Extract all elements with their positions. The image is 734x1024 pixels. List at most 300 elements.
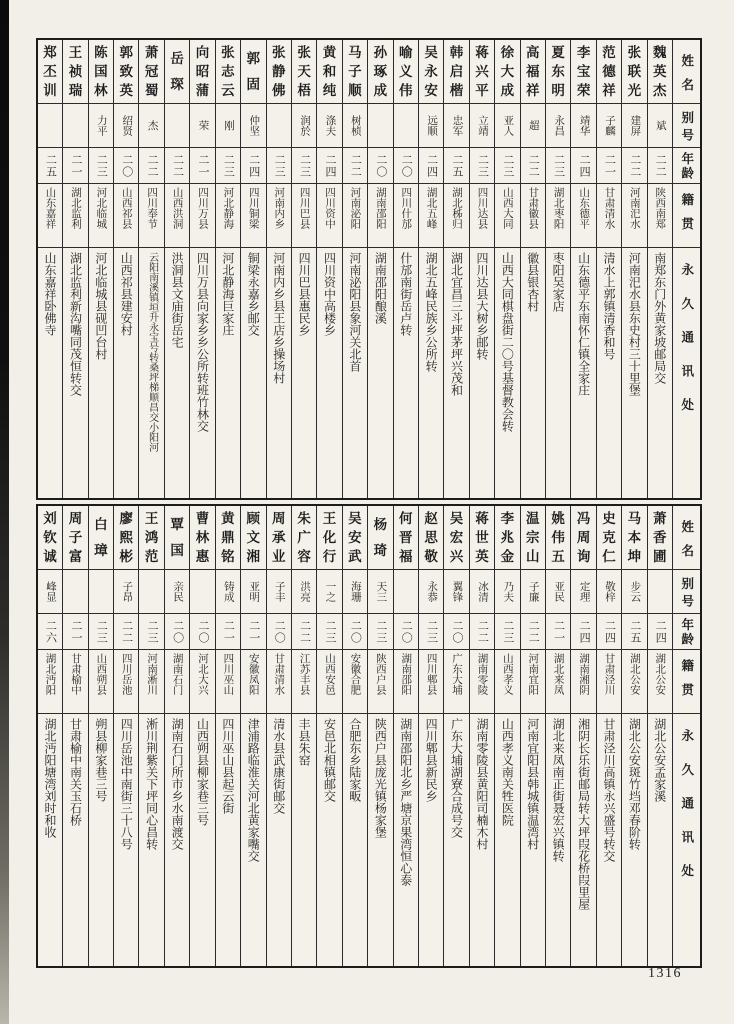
alias-cell: [343, 104, 367, 148]
person-native: 甘肃泾川: [603, 653, 615, 695]
person-name-char: 业: [271, 548, 286, 564]
person-address: 河南泌阳县象河关北首: [347, 252, 362, 372]
person-column: [494, 506, 519, 966]
person-address: 津浦路临淮关河北黄家嘴交: [246, 718, 261, 862]
person-address: 湖北公安斑竹垱邓春阶转: [627, 718, 642, 850]
address-cell: [139, 714, 163, 966]
alias-cell: [114, 570, 138, 614]
person-name: [622, 506, 646, 569]
alias-cell: [38, 104, 62, 148]
person-name-char: 熙: [119, 529, 134, 545]
person-age: 二三: [146, 619, 159, 644]
person-name-char: 惠: [195, 548, 210, 564]
person-name: [444, 40, 468, 103]
person-address: 铜梁永嘉乡邮交: [246, 252, 261, 336]
name-cell: [216, 506, 240, 570]
person-name-char: 伟: [398, 82, 413, 98]
person-address: 南郑东门外黄家坡邮局交: [652, 252, 667, 384]
alias-cell: [622, 570, 646, 614]
person-alias: 亚人: [502, 115, 514, 136]
age-cell: [165, 614, 189, 650]
name-cell: [571, 40, 595, 104]
alias-cell: [444, 104, 468, 148]
native-place-cell: [165, 650, 189, 714]
native-place-cell: [622, 184, 646, 248]
person-name-char: 朱: [297, 510, 311, 526]
person-address: 陕西户县庞光镇杨家堡: [373, 718, 388, 838]
person-name-char: 张: [221, 44, 235, 60]
person-name-char: 大: [500, 63, 515, 79]
person-name: [114, 506, 138, 569]
native-place-cell: [114, 184, 138, 248]
alias-cell: [190, 104, 214, 148]
person-column: [88, 506, 113, 966]
person-column: [342, 506, 367, 966]
person-name: [419, 506, 443, 569]
alias-cell: [216, 104, 240, 148]
person-name-char: 蜀: [144, 82, 159, 98]
person-alias: 天三: [375, 581, 387, 602]
name-cell: [241, 40, 265, 104]
person-name-char: 岳: [170, 51, 184, 66]
name-cell: [190, 506, 214, 570]
person-name: [597, 40, 621, 103]
person-name-char: 国: [170, 542, 184, 558]
person-name: [114, 40, 138, 103]
person-name-char: 丕: [43, 63, 57, 79]
person-name-char: 云: [221, 82, 235, 98]
person-name-char: 兆: [500, 529, 515, 545]
person-name-char: 光: [627, 82, 642, 98]
person-age: 二二: [349, 153, 362, 178]
address-cell: [343, 714, 367, 966]
person-name-char: 容: [297, 548, 311, 564]
alias-cell: [648, 104, 672, 148]
person-name: [292, 506, 316, 569]
person-name-char: 永: [424, 63, 438, 79]
header-label: 籍贯: [679, 659, 694, 707]
person-age: 二四: [654, 619, 667, 644]
person-name-char: 福: [526, 63, 540, 79]
person-name-char: 白: [94, 517, 108, 532]
person-name-char: 璋: [94, 542, 108, 558]
person-name-char: 金: [500, 548, 515, 564]
age-cell: [317, 148, 341, 184]
page-number: 1316: [648, 966, 682, 981]
name-cell: [648, 506, 672, 570]
person-name: [317, 40, 341, 103]
person-name: [165, 506, 189, 569]
person-address: 安邑北相镇邮交: [322, 718, 337, 802]
person-address: 四川达县大树乡邮转: [474, 252, 489, 360]
name-cell: [521, 40, 545, 104]
person-column: [621, 40, 646, 498]
address-cell: [292, 714, 316, 966]
person-name: [343, 506, 367, 569]
native-place-cell: [267, 650, 291, 714]
address-cell: [63, 714, 87, 966]
person-address: 湖南邵阳酿溪: [373, 252, 388, 324]
age-cell: [648, 614, 672, 650]
person-address: 河北静海巨家庄: [220, 252, 235, 336]
age-cell: [343, 148, 367, 184]
person-age: 二三: [273, 153, 286, 178]
person-name-char: 杰: [653, 82, 667, 98]
person-age: 二二: [628, 153, 641, 178]
person-age: 二〇: [349, 619, 362, 644]
person-name-char: 吴: [424, 44, 438, 60]
person-name-char: 本: [627, 529, 642, 545]
person-age: 二三: [425, 619, 438, 644]
native-place-cell: [216, 184, 240, 248]
header-native-place-cell: [673, 184, 700, 248]
person-name-char: 向: [195, 44, 210, 60]
person-name-char: 宝: [576, 63, 591, 79]
native-place-cell: [190, 650, 214, 714]
person-age: 二一: [222, 619, 235, 644]
person-name-char: 训: [43, 82, 57, 98]
person-name-char: 思: [424, 529, 438, 545]
person-name-char: 武: [348, 548, 362, 564]
age-cell: [521, 614, 545, 650]
person-native: 四川万县: [196, 187, 208, 229]
person-column: [215, 506, 240, 966]
person-name-char: 荣: [576, 82, 591, 98]
person-alias: 杰: [146, 120, 158, 131]
person-alias: 力平: [95, 115, 107, 136]
age-cell: [521, 148, 545, 184]
age-cell: [394, 148, 418, 184]
person-name: [216, 506, 240, 569]
age-cell: [444, 614, 468, 650]
person-column: [240, 506, 265, 966]
person-name: [597, 506, 621, 569]
age-cell: [38, 614, 62, 650]
person-native: 四川达县: [476, 187, 488, 229]
person-column: [647, 506, 672, 966]
person-alias: 靖华: [578, 115, 590, 136]
person-column: [494, 40, 519, 498]
person-column: [621, 506, 646, 966]
person-name-char: 黄: [221, 510, 235, 526]
native-place-cell: [419, 650, 443, 714]
age-cell: [38, 148, 62, 184]
person-address: 山西大同棋盘街二〇号基督教会转: [500, 252, 515, 432]
person-age: 二四: [603, 619, 616, 644]
person-age: 二三: [374, 619, 387, 644]
person-name-char: 曹: [195, 510, 210, 526]
person-name-char: 五: [551, 548, 565, 564]
person-native: 四川什邡: [400, 187, 412, 229]
address-cell: [267, 714, 291, 966]
person-column: [596, 506, 621, 966]
address-cell: [89, 714, 113, 966]
person-native: 四川巫山: [222, 653, 234, 695]
person-name-char: 周: [576, 529, 591, 545]
age-cell: [190, 148, 214, 184]
person-name-char: 琢: [373, 63, 388, 79]
person-name-char: 平: [475, 82, 489, 98]
alias-cell: [241, 570, 265, 614]
name-cell: [394, 40, 418, 104]
person-native: 四川奉节: [146, 187, 158, 229]
person-name: [241, 40, 265, 103]
person-address: 徽县银杏村: [525, 252, 540, 312]
address-cell: [165, 248, 189, 498]
person-column: [545, 40, 570, 498]
age-cell: [63, 148, 87, 184]
alias-cell: [165, 570, 189, 614]
person-native: 湖北五峰: [425, 187, 437, 229]
name-cell: [317, 40, 341, 104]
person-name-char: 世: [475, 529, 489, 545]
person-address: 湘阴长乐街邮局转大坪叚花桥叚里屋: [576, 718, 591, 910]
name-cell: [165, 506, 189, 570]
alias-cell: [63, 104, 87, 148]
native-place-cell: [648, 650, 672, 714]
person-age: 二二: [120, 619, 133, 644]
person-alias: 超: [527, 120, 539, 131]
person-name-char: 陈: [94, 44, 108, 60]
person-name-char: 徐: [500, 44, 515, 60]
person-name-char: 彬: [119, 548, 134, 564]
header-column: [672, 40, 700, 498]
person-native: 湖南石门: [171, 653, 183, 695]
person-column: [62, 40, 87, 498]
person-name-char: 克: [602, 529, 616, 545]
name-cell: [89, 40, 113, 104]
address-cell: [241, 248, 265, 498]
person-name-char: 姚: [551, 510, 565, 526]
person-name: [648, 40, 672, 103]
age-cell: [114, 148, 138, 184]
person-alias: 翼锋: [451, 581, 463, 602]
address-cell: [546, 248, 570, 498]
person-name: [216, 40, 240, 103]
native-place-cell: [368, 650, 392, 714]
alias-cell: [165, 104, 189, 148]
alias-cell: [139, 104, 163, 148]
address-cell: [571, 248, 595, 498]
person-address: 朔县柳家巷三号: [93, 718, 108, 802]
header-age-cell: [673, 148, 700, 184]
person-column: [443, 40, 468, 498]
header-native-place-cell: [673, 650, 700, 714]
person-address: 广东大埔湖寮合成号交: [449, 718, 464, 838]
person-name-char: 英: [119, 82, 134, 98]
person-age: 二三: [501, 153, 514, 178]
person-address: 山西孝义南关牲医院: [500, 718, 515, 826]
person-age: 二〇: [120, 153, 133, 178]
person-address: 什邡南街岳卢转: [398, 252, 413, 336]
person-address: 山东嘉祥卧佛寺: [43, 252, 58, 336]
person-name: [89, 40, 113, 103]
person-name: [63, 40, 87, 103]
alias-cell: [241, 104, 265, 148]
person-column: [545, 506, 570, 966]
person-age: 二三: [222, 153, 235, 178]
address-cell: [216, 714, 240, 966]
header-label: 姓名: [679, 53, 694, 102]
person-column: [316, 506, 341, 966]
person-age: 二三: [324, 619, 337, 644]
alias-cell: [368, 570, 392, 614]
person-name-char: 覃: [170, 517, 184, 532]
person-name: [470, 40, 494, 103]
age-cell: [267, 148, 291, 184]
person-name-char: 和: [322, 63, 337, 79]
person-age: 二二: [146, 153, 159, 178]
address-cell: [139, 248, 163, 498]
person-column: [113, 40, 138, 498]
native-place-cell: [546, 184, 570, 248]
person-name-char: 温: [526, 510, 540, 526]
person-name-char: 杨: [373, 517, 388, 532]
alias-cell: [63, 570, 87, 614]
name-cell: [292, 506, 316, 570]
address-cell: [114, 714, 138, 966]
name-cell: [419, 40, 443, 104]
person-column: [291, 506, 316, 966]
age-cell: [165, 148, 189, 184]
person-name-char: 吴: [348, 510, 362, 526]
alias-cell: [139, 570, 163, 614]
person-age: 二四: [247, 153, 260, 178]
person-age: 二四: [578, 619, 591, 644]
person-native: 安徽合肥: [349, 653, 361, 695]
person-address: 湖北五峰民族乡公所转: [424, 252, 439, 372]
age-cell: [470, 614, 494, 650]
person-address: 湖北公安孟家溪: [652, 718, 667, 802]
alias-cell: [546, 104, 570, 148]
person-name-char: 周: [271, 510, 286, 526]
person-name: [394, 40, 418, 103]
person-name-char: 顺: [348, 82, 362, 98]
person-alias: 绍贤: [121, 115, 133, 136]
alias-cell: [267, 104, 291, 148]
header-age-cell: [673, 614, 700, 650]
person-address: 四川郫县新民乡: [424, 718, 439, 802]
native-place-cell: [444, 650, 468, 714]
person-age: 二四: [324, 153, 337, 178]
person-name-char: 富: [68, 548, 83, 564]
person-alias: 峰显: [45, 581, 57, 602]
header-address-cell: [673, 714, 700, 966]
person-alias: 斌: [654, 120, 666, 131]
person-alias: 涤夫: [324, 115, 336, 136]
name-cell: [114, 40, 138, 104]
alias-cell: [394, 104, 418, 148]
person-address: 湖南石门所市乡水南渡交: [170, 718, 185, 850]
person-name-char: 鼎: [221, 529, 235, 545]
person-name-char: 伟: [551, 529, 565, 545]
person-name-char: 询: [576, 548, 591, 564]
person-name-char: 志: [221, 63, 235, 79]
person-name-char: 祥: [602, 82, 616, 98]
person-name: [190, 506, 214, 569]
person-name-char: 宗: [526, 529, 540, 545]
person-age: 二五: [628, 619, 641, 644]
alias-cell: [419, 570, 443, 614]
person-column: [215, 40, 240, 498]
header-label: 别号: [679, 577, 694, 612]
person-age: 二〇: [400, 153, 413, 178]
person-name-char: 铭: [221, 548, 235, 564]
person-name-char: 郑: [43, 44, 57, 60]
book-gutter-shadow: [0, 0, 9, 1024]
person-address: 湖北宜昌三斗坪茅坪兴茂和: [449, 252, 464, 396]
native-place-cell: [394, 650, 418, 714]
person-age: 二四: [578, 153, 591, 178]
person-native: 河南汜水: [628, 187, 640, 229]
person-age: 二二: [476, 619, 489, 644]
person-name-char: 致: [119, 63, 134, 79]
person-name-char: 子: [68, 529, 83, 545]
person-native: 四川巴县: [298, 187, 310, 229]
person-address: 枣阳吴家店: [551, 252, 566, 312]
person-age: 二一: [196, 153, 209, 178]
person-name: [470, 506, 494, 569]
person-name: [546, 40, 570, 103]
age-cell: [89, 614, 113, 650]
person-native: 山西大同: [501, 187, 513, 229]
person-name-char: 黄: [322, 44, 337, 60]
person-native: 湖北公安: [628, 653, 640, 695]
person-name-char: 义: [398, 63, 413, 79]
person-name-char: 林: [94, 82, 108, 98]
age-cell: [394, 614, 418, 650]
person-alias: 定理: [578, 581, 590, 602]
alias-cell: [317, 570, 341, 614]
person-native: 湖北来凤: [552, 653, 564, 695]
alias-cell: [216, 570, 240, 614]
person-age: 二〇: [171, 619, 184, 644]
address-cell: [470, 714, 494, 966]
address-cell: [648, 248, 672, 498]
person-address: 四川巫山县起云街: [220, 718, 235, 814]
person-name-char: 喻: [398, 44, 413, 60]
alias-cell: [444, 570, 468, 614]
alias-cell: [597, 104, 621, 148]
name-cell: [63, 506, 87, 570]
person-native: 山西朔县: [95, 653, 107, 695]
person-name: [546, 506, 570, 569]
alias-cell: [622, 104, 646, 148]
address-cell: [394, 248, 418, 498]
address-cell: [190, 248, 214, 498]
native-place-cell: [622, 650, 646, 714]
person-name-char: 英: [653, 63, 667, 79]
person-age: 二二: [654, 153, 667, 178]
person-native: 四川岳池: [120, 653, 132, 695]
person-alias: 忠军: [451, 115, 463, 136]
native-place-cell: [267, 184, 291, 248]
person-native: 湖北公安: [654, 653, 666, 695]
age-cell: [571, 148, 595, 184]
person-name: [648, 506, 672, 569]
name-cell: [190, 40, 214, 104]
person-column: [393, 506, 418, 966]
person-name: [622, 40, 646, 103]
header-alias-cell: [673, 570, 700, 614]
person-name-char: 兴: [449, 548, 464, 564]
person-column: [367, 506, 392, 966]
name-cell: [165, 40, 189, 104]
person-address: 甘肃榆中南关玉石桥: [68, 718, 83, 826]
person-age: 二二: [527, 153, 540, 178]
address-cell: [317, 714, 341, 966]
person-native: 湖北监利: [69, 187, 81, 229]
